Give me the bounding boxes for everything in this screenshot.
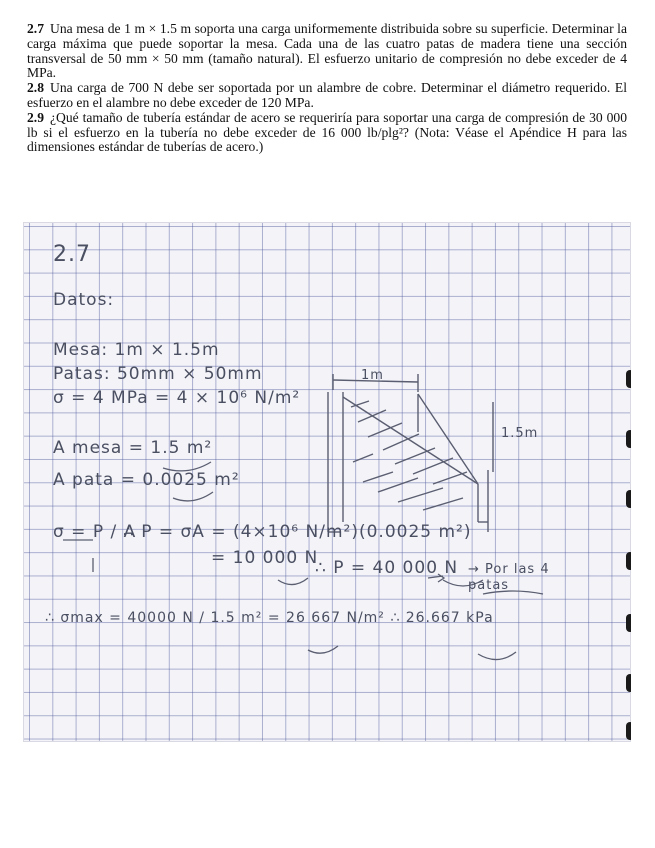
note-formula: σ = P / A <box>53 522 137 542</box>
note-result-2: ∴ P = 40 000 N <box>315 558 459 578</box>
problem-text: Una mesa de 1 m × 1.5 m soporta una carga uniformemente distribuida sobre su superficie. Determinar la carga máxima que puede soportar la mesa. Cada una de las cuatro patas de madera tiene una sección transversal de 50 mm × 50 mm (tamaño natural). El esfuerzo unitario de compresión no debe exceder de 4 MPa. <box>27 21 627 81</box>
note-sigma-max: ∴ σmax = 40000 N / 1.5 m² = 26 667 N/m² ∴ 26.667 kPa <box>45 610 494 626</box>
problem-2-7 <box>27 22 627 81</box>
problem-2-9 <box>27 111 627 155</box>
problem-text: ¿Qué tamaño de tubería estándar de acero se requeriría para soportar una carga de compresión de 30 000 lb si el esfuerzo en la tubería no debe exceder de 16 000 lb/plg²? (Nota: Véase el Apéndice H para las dimensiones estándar de tuberías de acero.) <box>27 109 627 155</box>
problem-number: 2.8 <box>27 80 44 96</box>
notebook-photo <box>23 222 631 742</box>
note-sigma: σ = 4 MPa = 4 × 10⁶ N/m² <box>53 388 301 408</box>
problem-number: 2.9 <box>27 109 44 125</box>
note-arrow-label: → Por las 4 patas <box>468 562 550 593</box>
note-calc-p: ∴ P = σA = (4×10⁶ N/m²)(0.0025 m²) <box>123 522 472 542</box>
problem-2-8 <box>27 81 627 111</box>
problem-number: 2.7 <box>27 21 44 36</box>
dimension-1-5m: 1.5m <box>501 426 539 441</box>
problem-text: Una carga de 700 N debe ser soportada por un alambre de cobre. Determinar el diámetro requerido. El esfuerzo en el alambre no debe exceder de 120 MPa. <box>27 80 627 110</box>
problem-statements <box>27 22 627 155</box>
note-result-1: = 10 000 N <box>211 548 319 568</box>
note-datos: Datos: <box>53 290 115 310</box>
note-area-mesa: A mesa = 1.5 m² <box>53 438 213 458</box>
note-area-pata: A pata = 0.0025 m² <box>53 470 240 490</box>
note-patas: Patas: 50mm × 50mm <box>53 364 263 384</box>
note-mesa: Mesa: 1m × 1.5m <box>53 340 220 360</box>
dimension-1m: 1m <box>361 368 384 383</box>
note-heading: 2.7 <box>53 242 91 267</box>
